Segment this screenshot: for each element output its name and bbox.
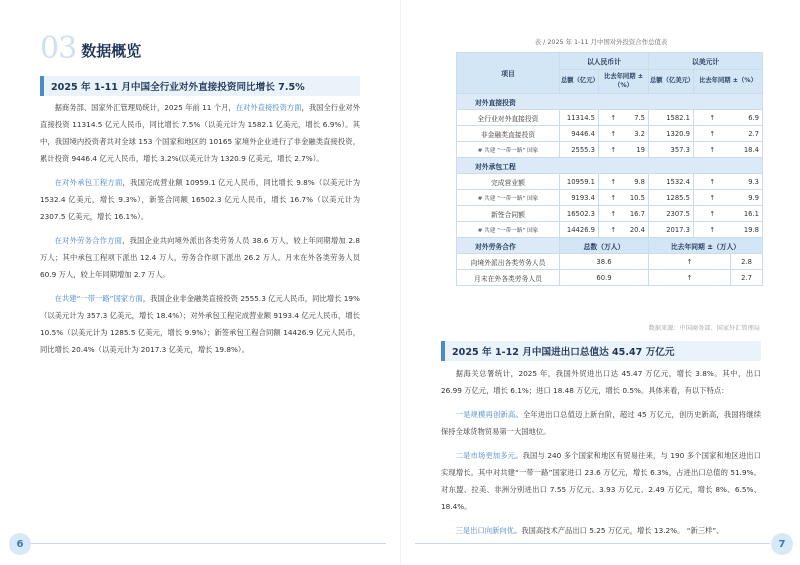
header-usd-yoy: 比去年同期 ±（%）	[694, 70, 763, 94]
table-row	[457, 110, 763, 126]
paragraph-text: 。我国高技术产品出口 5.25 万亿元，增长 13.2%。 “新三样”、	[513, 526, 724, 535]
highlight-phrase: 二是市场更加多元	[455, 451, 516, 460]
rmb-total: 9193.4	[560, 190, 599, 206]
paragraph	[441, 365, 761, 399]
usd-yoy: 9.3	[731, 174, 763, 190]
usd-yoy: 19.8	[731, 222, 763, 238]
footer-rule-right	[415, 543, 770, 544]
rmb-yoy: 19	[628, 142, 649, 158]
paragraph-text: 据海关总署统计，2025 年，我国外贸进出口达 45.47 万亿元，增长 3.8%。其中，出口 26.99 万亿元，增长 6.1%；进口 18.48 万亿元，增长 0.5%。具体来看，有以下特点：	[441, 369, 761, 395]
paragraph-text: 。我国与 240 多个国家和地区有贸易往来，与 190 多个国家和地区进出口实现增长。其中对共建“一带一路”国家进口 23.6 万亿元，增长 6.3%，占进出口总值的 51.9%。对东盟、拉美、非洲分别进出口 7.55 万亿元、3.93 万亿元、2.49 万亿元，增长 8%、6.5%、18.4%。	[441, 451, 762, 511]
rmb-total: 14426.9	[560, 222, 599, 238]
highlight-phrase: 三是出口向新向优	[455, 526, 514, 535]
paragraph-text: ，我国完成营业额 10959.1 亿元人民币，同比增长 9.8%（以美元计为 1532.4 亿美元，增长 9.3%），新签合同额 16502.3 亿元人民币，增长 16.7%（以美元计为 2307.5 亿美元，增长 16.1%）。	[40, 178, 360, 221]
highlight-phrase: 在共建“一带一路”国家方面	[54, 294, 143, 303]
row-name: 非金融类直接投资	[457, 126, 560, 142]
up-arrow-icon: ↑	[599, 174, 628, 190]
highlight-phrase: 在对外承包工程方面	[54, 178, 123, 187]
table-row	[457, 254, 763, 270]
up-arrow-icon: ↑	[599, 222, 628, 238]
header-item: 项目	[457, 53, 560, 94]
rmb-yoy: 9.8	[628, 174, 649, 190]
category-row: 对外直接投资	[457, 94, 763, 110]
usd-total: 1320.9	[649, 126, 694, 142]
table-caption: 表 / 2025 年 1-11 月中国对外投资合作总值表	[534, 38, 668, 46]
paragraph	[441, 522, 761, 539]
up-arrow-icon: ↑	[694, 190, 731, 206]
section-title: 数据概览	[81, 42, 142, 60]
rmb-total: 9446.4	[560, 126, 599, 142]
rmb-total: 10959.1	[560, 174, 599, 190]
subheading-text: 2025 年 1-12 月中国进出口总值达 45.47 万亿元	[452, 347, 675, 358]
row-name: 向境外派出各类劳务人员	[457, 254, 560, 270]
header-rmb: 以人民币计	[560, 53, 649, 70]
rmb-yoy: 7.5	[628, 110, 649, 126]
section-number: 03	[40, 31, 77, 66]
rmb-total: 11314.5	[560, 110, 599, 126]
rmb-total: 2555.3	[560, 142, 599, 158]
header-usd: 以美元计	[649, 53, 763, 70]
category-row: 对外承包工程	[457, 158, 763, 174]
row-name: 全行业对外直接投资	[457, 110, 560, 126]
rmb-yoy: 10.5	[628, 190, 649, 206]
rmb-total: 16502.3	[560, 206, 599, 222]
usd-total: 1285.5	[649, 190, 694, 206]
left-body-text	[40, 99, 360, 358]
labor-total: 60.9	[560, 270, 649, 286]
page-number-right: 7	[771, 533, 793, 555]
paragraph	[40, 232, 360, 283]
subheading-bar	[40, 76, 44, 96]
page-number-left: 6	[9, 533, 31, 555]
table-row	[457, 174, 763, 190]
highlight-phrase: 在对外直接投资方面	[235, 103, 302, 112]
usd-total: 1532.4	[649, 174, 694, 190]
right-page	[400, 0, 800, 565]
up-arrow-icon: ↑	[599, 142, 628, 158]
up-arrow-icon: ↑	[649, 270, 731, 286]
table-row	[457, 142, 763, 158]
data-source: 数据来源：中国商务部、国家外汇管理局	[648, 325, 760, 332]
paragraph-text: 。全年进出口总值迈上新台阶，超过 45 万亿元，创历史新高，我国将继续保持全球货物贸易第一大国地位。	[441, 410, 762, 436]
up-arrow-icon: ↑	[694, 174, 731, 190]
up-arrow-icon: ↑	[694, 206, 731, 222]
paragraph	[441, 447, 761, 515]
labor-header-yoy: 比去年同期 ±（万人）	[649, 238, 763, 254]
up-arrow-icon: ↑	[694, 110, 731, 126]
highlight-phrase: 一是规模再创新高	[455, 410, 516, 419]
table-row	[457, 126, 763, 142]
up-arrow-icon: ↑	[694, 222, 731, 238]
up-arrow-icon: ↑	[599, 126, 628, 142]
usd-total: 2307.5	[649, 206, 694, 222]
paragraph-text: ，我国企业共向境外派出各类劳务人员 38.6 万人，较上年同期增加 2.8 万人；其中承包工程项下派出 12.4 万人，劳务合作项下派出 26.2 万人。月末在外各类劳务人员 60.9 万人，较上年同期增加 2.7 万人。	[40, 236, 360, 279]
up-arrow-icon: ↑	[599, 110, 628, 126]
up-arrow-icon: ↑	[694, 142, 731, 158]
paragraph-text: ，我国企业非金融类直接投资 2555.3 亿元人民币，同比增长 19%（以美元计为 357.3 亿美元，增长 18.4%）；对外承包工程完成营业额 9193.4 亿元人民币，增长 10.5%（以美元计为 1285.5 亿美元，增长 9.9%）；新签承包工程合同额 14426.9 亿元人民币，同比增长 20.4%（以美元计为 2017.3 亿美元，增长 19.8%）。	[40, 294, 360, 354]
row-name: # 共建 “一带一路” 国家	[457, 222, 560, 238]
row-name: # 共建 “一带一路” 国家	[457, 190, 560, 206]
subheading-investment	[40, 76, 360, 96]
labor-category: 对外劳务合作	[457, 238, 560, 254]
subheading-text: 2025 年 1-11 月中国全行业对外直接投资同比增长 7.5%	[51, 82, 305, 93]
usd-yoy: 2.7	[731, 126, 763, 142]
usd-yoy: 18.4	[731, 142, 763, 158]
usd-yoy: 16.1	[731, 206, 763, 222]
header-rmb-yoy: 比去年同期 ±（%）	[599, 70, 649, 94]
usd-yoy: 9.9	[731, 190, 763, 206]
paragraph	[40, 174, 360, 225]
usd-total: 2017.3	[649, 222, 694, 238]
row-name: 完成营业额	[457, 174, 560, 190]
usd-yoy: 6.9	[731, 110, 763, 126]
row-name: # 共建 “一带一路” 国家	[457, 142, 560, 158]
paragraph	[441, 406, 761, 440]
subheading-bar	[441, 341, 445, 361]
highlight-phrase: 在对外劳务合作方面	[54, 236, 123, 245]
up-arrow-icon: ↑	[599, 206, 628, 222]
labor-change: 2.8	[731, 254, 763, 270]
rmb-yoy: 16.7	[628, 206, 649, 222]
usd-total: 1582.1	[649, 110, 694, 126]
header-rmb-total: 总额（亿元）	[560, 70, 599, 94]
labor-header-total: 总数（万人）	[560, 238, 649, 254]
usd-total: 357.3	[649, 142, 694, 158]
right-body-text	[441, 365, 761, 539]
header-usd-total: 总额（亿美元）	[649, 70, 694, 94]
table-row	[457, 206, 763, 222]
labor-change: 2.7	[731, 270, 763, 286]
footer-rule-left	[31, 543, 386, 544]
row-name: 月末在外各类劳务人员	[457, 270, 560, 286]
paragraph-text: ，我国全行业对外直接投资 11314.5 亿元人民币，同比增长 7.5%（以美元计为 1582.1 亿美元，增长 6.9%）。其中，我国境内投资者共对全球 153 个国家和地区的 10165 家境外企业进行了非金融类直接投资，累计投资 9446.4 亿元人民币，增长 3.2%(以美元计为 1320.9 亿美元，增长 2.7%）。	[40, 103, 360, 163]
paragraph-text: 据商务部、国家外汇管理局统计，2025 年前 11 个月，	[54, 103, 236, 112]
up-arrow-icon: ↑	[649, 254, 731, 270]
rmb-yoy: 20.4	[628, 222, 649, 238]
paragraph	[40, 99, 360, 167]
paragraph	[40, 290, 360, 358]
table-row	[457, 222, 763, 238]
labor-total: 38.6	[560, 254, 649, 270]
investment-table	[456, 52, 763, 286]
table-row	[457, 190, 763, 206]
row-name: 新签合同额	[457, 206, 560, 222]
rmb-yoy: 3.2	[628, 126, 649, 142]
subheading-trade	[441, 341, 761, 361]
up-arrow-icon: ↑	[599, 190, 628, 206]
table-row	[457, 270, 763, 286]
section-header	[40, 31, 142, 66]
up-arrow-icon: ↑	[694, 126, 731, 142]
